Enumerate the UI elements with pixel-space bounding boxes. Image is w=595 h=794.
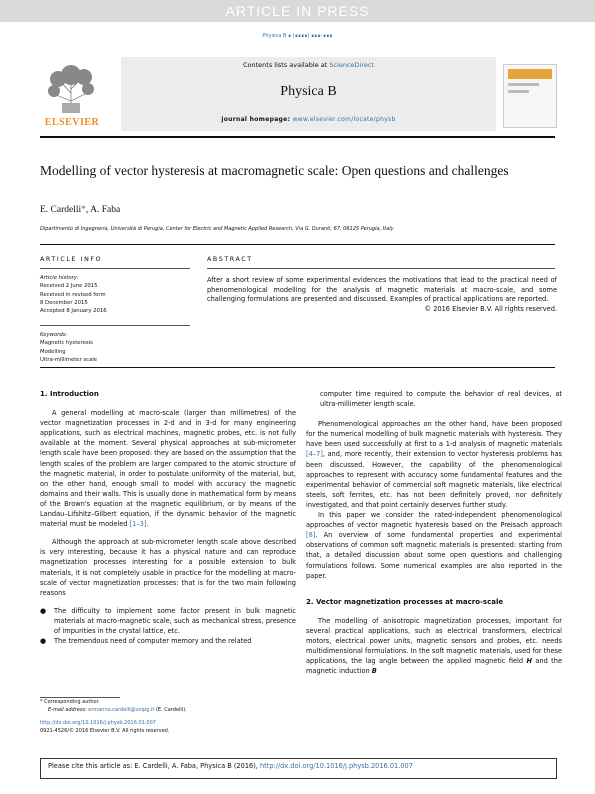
title-rule xyxy=(40,244,555,245)
keywords xyxy=(40,331,190,364)
email-line: E-mail address: ermanno.cardelli@unipg.it (E. Cardelli). xyxy=(48,706,187,713)
email-link[interactable]: ermanno.cardelli@unipg.it xyxy=(88,706,155,713)
homepage-link[interactable]: www.elsevier.com/locate/physb xyxy=(292,116,396,123)
author-2: , A. Faba xyxy=(85,205,121,215)
section-1-heading: 1. Introduction xyxy=(40,390,99,398)
article-info-heading: ARTICLE INFO xyxy=(40,256,103,263)
top-citation: Physica B ∎ (∎∎∎∎) ∎∎∎–∎∎∎ xyxy=(262,33,333,39)
journal-cover-image xyxy=(503,64,557,128)
abstract-bottom-rule xyxy=(40,367,555,368)
reference-link[interactable]: [8] xyxy=(306,531,316,540)
history-item: Accepted 8 January 2016 xyxy=(40,308,107,315)
abstract-text: After a short review of some experimental evidences the motivations that lead to the practical need of phenomenological modelling for the analysis of magnetic materials at macro-scale, and some challenging formulations are presented and discussed. Examples of practical applications are reported. xyxy=(207,276,557,304)
right-column xyxy=(306,389,562,676)
author-1: E. Cardelli xyxy=(40,205,82,215)
affiliation: Dipartimento di Ingegneria, Università di Perugia, Center for Electric and Magnetic Applied Research, Via G. Duranti, 67, 06125 Perugia, Italy xyxy=(40,226,394,232)
footnote xyxy=(40,699,310,735)
history-item: Received in revised form xyxy=(40,291,106,298)
journal-homepage xyxy=(121,116,496,123)
list-item: ● The tremendous need of computer memory and the related xyxy=(40,636,296,646)
footnote-rule xyxy=(40,697,120,698)
corresponding-author-mark[interactable]: * xyxy=(81,205,86,215)
issn-line: 0921-4526/© 2016 Elsevier B.V. All rights reserved. xyxy=(40,727,170,734)
left-column xyxy=(40,389,296,646)
contents-line xyxy=(121,61,496,69)
header-rule xyxy=(40,136,555,138)
contents-prefix: Contents lists available at xyxy=(243,61,330,69)
paragraph: A general modelling at macro-scale (larger than millimetres) of the vector magnetization processes in 2-d and in 3-d for many engineering applications, such as electrical machines, magnetic probes, etc. is not fully available at the moment. Several physical approaches at sub-micrometer length scale have been proposed: they are based on the assumption that the length scales of the problem are larger compared to the atomic structure of the magnetic material, in order to postulate uniformity of the material, but, on the other hand, enough small to model with accuracy the magnetic domains and their walls. This is usually done in mathematical form by means of the Brown's equation at the magnetic equilibrium, or by means of the Landau–Lifshitz–Gilbert equation, if the dynamic behavior of the magnetic material must be modeled [1–3]. xyxy=(40,409,296,529)
citation-prefix: Please cite this article as: E. Cardelli, A. Faba, Physica B (2016), xyxy=(48,762,260,770)
authors xyxy=(40,205,120,215)
tree-logo-icon xyxy=(40,57,102,115)
abstract-rule xyxy=(207,268,555,269)
bullet-continuation: computer time required to compute the behavior of real devices, at ultra-millimeter length scale. xyxy=(320,390,562,409)
keyword: Magnetic hysteresis xyxy=(40,340,93,347)
history-item: Received 2 June 2015 xyxy=(40,283,98,290)
keywords-rule xyxy=(40,325,190,326)
paragraph: Although the approach at sub-micrometer length scale above described is very interesting, because it has a physical nature and can reproduce magnetization processes interesting for a possible extension to bulk materials, it is not completely usable in practice for the modelling at macro-scale of vector magnetization processes: that is for the two main following reasons xyxy=(40,538,296,597)
history-label: Article history: xyxy=(40,275,79,281)
corresponding-author-note: * Corresponding author. xyxy=(40,699,100,705)
list-item: ● The difficulty to implement some factor present in bulk magnetic materials at macro-magnetic scale, such as mechanical stress, presence of impurities in the crystal lattice, etc. xyxy=(40,606,296,636)
bullet-list xyxy=(40,606,296,646)
keyword: Modelling xyxy=(40,348,66,355)
abstract-heading: ABSTRACT xyxy=(207,256,253,263)
abstract-copyright: © 2016 Elsevier B.V. All rights reserved. xyxy=(424,305,557,313)
journal-title: Physica B xyxy=(280,84,337,99)
paragraph: Phenomenological approaches on the other hand, have been proposed for the numerical modelling of bulk magnetic materials with hysteresis. They have been used successfully at first to a 1-d analysis of magnetic materials [4–7], and, more recently, their extension to vector hysteresis problems has been discussed. However, the capability of the phenomenological approaches to represent with accuracy some fundamental features and the experimental behavior of commercial soft magnetic materials, like electrical steels, soft ferrites, etc. has not been definitely proved, nor definitely investigated, and that point certainly deserves further study. xyxy=(306,420,562,509)
article-title: Modelling of vector hysteresis at macromagnetic scale: Open questions and challenges xyxy=(40,163,509,178)
keywords-label: Keywords: xyxy=(40,332,68,338)
history-item: 8 December 2015 xyxy=(40,299,88,306)
reference-link[interactable]: [1–3] xyxy=(129,520,147,529)
citation-doi-link[interactable]: http://dx.doi.org/10.1016/j.physb.2016.01.007 xyxy=(259,762,413,770)
paragraph: The modelling of anisotropic magnetization processes, important for several practical applications, such as electrical transformers, electrical motors, electrical power units, magnetic sensors and probes, etc. needs multidimensional formulations. In the soft magnetic materials, used for these applications, the lag angle between the applied magnetic field H and the magnetic induction B xyxy=(306,616,563,676)
article-history xyxy=(40,274,190,315)
paragraph: In this paper we consider the rated-independent phenomenological approaches of vector magnetic hysteresis based on the Preisach approach [8]. An overview of some fundamental properties and experimental observations of common soft magnetic materials is presented: starting from that, a detailed discussion about some open questions and challenging formulations follows. Some numerical examples are also reported in the paper. xyxy=(306,511,562,580)
homepage-label: journal homepage: xyxy=(221,116,293,123)
doi-link[interactable]: http://dx.doi.org/10.1016/j.physb.2016.01.007 xyxy=(40,720,156,727)
reference-link[interactable]: [4–7] xyxy=(306,450,323,459)
article-info-rule xyxy=(40,268,190,269)
section-2-heading: 2. Vector magnetization processes at macro-scale xyxy=(306,597,504,606)
publisher-name: ELSEVIER xyxy=(44,117,100,128)
citation-text xyxy=(48,762,413,770)
sciencedirect-link[interactable]: ScienceDirect xyxy=(329,61,374,69)
keyword: Ultra-millimeter scale xyxy=(40,356,98,363)
article-in-press-banner: ARTICLE IN PRESS xyxy=(0,0,595,22)
